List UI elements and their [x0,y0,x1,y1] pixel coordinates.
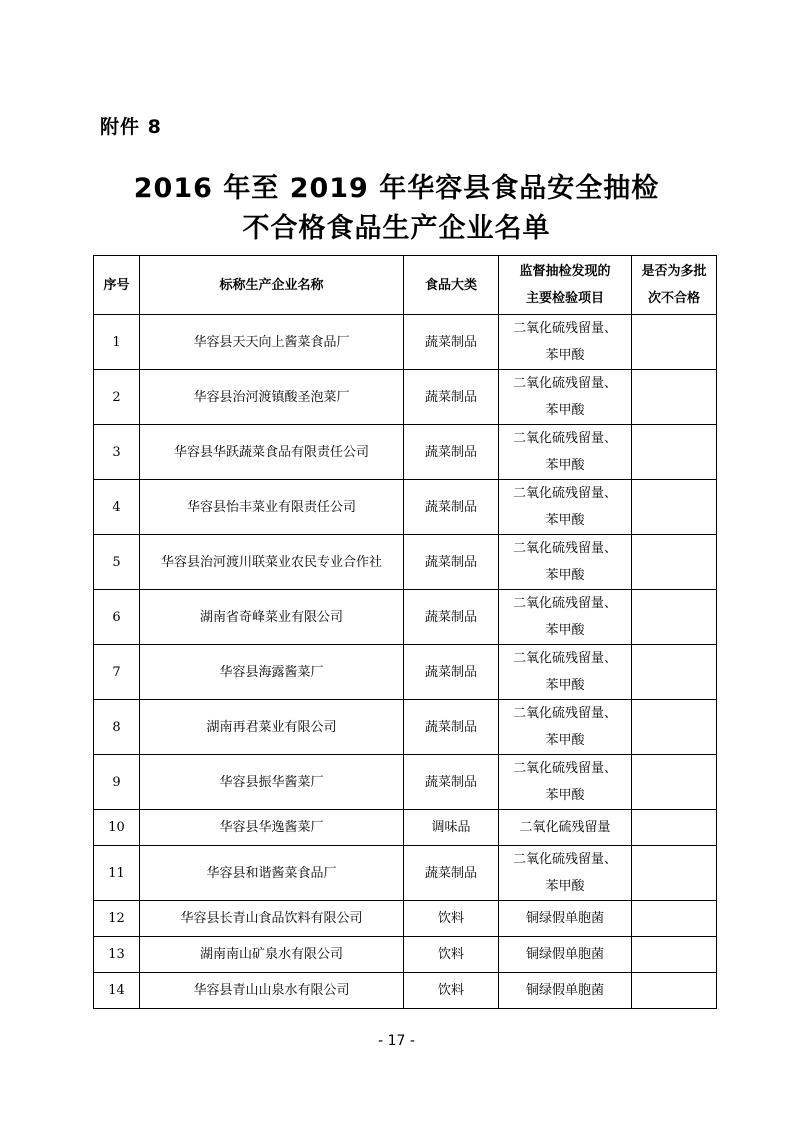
table-row [94,700,717,755]
row-seq: 2 [94,370,140,425]
row-items [499,700,632,755]
header-items-line2: 主要检验项目 [525,291,604,306]
row-items-line1: 二氧化硫残留量、 [512,852,617,867]
header-seq: 序号 [94,256,140,315]
row-seq: 6 [94,590,140,645]
row-seq: 14 [94,973,140,1009]
row-items [499,937,632,973]
row-multi [632,700,717,755]
row-items-line1: 铜绿假单胞菌 [525,911,604,926]
row-category: 调味品 [404,810,499,846]
row-company: 华容县振华酱菜厂 [140,755,404,810]
row-items-line2: 苯甲酸 [545,458,585,473]
header-company: 标称生产企业名称 [140,256,404,315]
row-seq: 5 [94,535,140,590]
page-title-line-2: 不合格食品生产企业名单 [242,213,551,244]
row-seq: 10 [94,810,140,846]
row-items-line2: 苯甲酸 [545,788,585,803]
row-company: 华容县华跃蔬菜食品有限责任公司 [140,425,404,480]
table-row [94,590,717,645]
table-row [94,846,717,901]
row-multi [632,973,717,1009]
table-row [94,370,717,425]
row-items [499,846,632,901]
row-category: 蔬菜制品 [404,590,499,645]
row-company: 华容县青山山泉水有限公司 [140,973,404,1009]
row-multi [632,315,717,370]
row-items [499,755,632,810]
row-items-line1: 铜绿假单胞菌 [525,983,604,998]
table-header-row [94,256,717,315]
header-multi-line2: 次不合格 [647,291,700,306]
row-category: 蔬菜制品 [404,846,499,901]
row-items [499,370,632,425]
row-items-line2: 苯甲酸 [545,568,585,583]
row-company: 湖南省奇峰菜业有限公司 [140,590,404,645]
row-seq: 7 [94,645,140,700]
row-seq: 9 [94,755,140,810]
row-items [499,901,632,937]
table-row [94,480,717,535]
row-company: 华容县怡丰菜业有限责任公司 [140,480,404,535]
row-items-line1: 二氧化硫残留量、 [512,651,617,666]
table-row [94,810,717,846]
row-items-line2: 苯甲酸 [545,403,585,418]
row-items [499,315,632,370]
row-multi [632,370,717,425]
header-category: 食品大类 [404,256,499,315]
row-company: 华容县华逸酱菜厂 [140,810,404,846]
row-items [499,810,632,846]
row-items-line2: 苯甲酸 [545,623,585,638]
row-items-line1: 二氧化硫残留量、 [512,706,617,721]
row-items-line2: 苯甲酸 [545,513,585,528]
table-row [94,937,717,973]
row-items [499,425,632,480]
row-items-line1: 二氧化硫残留量、 [512,431,617,446]
page-title-line-1: 2016 年至 2019 年华容县食品安全抽检 [133,173,660,204]
row-items-line1: 铜绿假单胞菌 [525,947,604,962]
row-multi [632,645,717,700]
row-multi [632,480,717,535]
row-category: 饮料 [404,973,499,1009]
row-multi [632,590,717,645]
row-company: 华容县天天向上酱菜食品厂 [140,315,404,370]
row-multi [632,535,717,590]
table-row [94,425,717,480]
header-multi-line1: 是否为多批 [641,264,707,279]
row-items-line2: 苯甲酸 [545,879,585,894]
row-multi [632,425,717,480]
row-company: 华容县长青山食品饮料有限公司 [140,901,404,937]
row-category: 蔬菜制品 [404,700,499,755]
row-category: 饮料 [404,937,499,973]
row-items [499,480,632,535]
row-company: 华容县海露酱菜厂 [140,645,404,700]
attachment-label: 附件 8 [100,116,162,138]
row-category: 蔬菜制品 [404,425,499,480]
row-seq: 12 [94,901,140,937]
row-items-line1: 二氧化硫残留量、 [512,596,617,611]
header-items [499,256,632,315]
enterprise-table [93,255,717,1009]
row-company: 华容县和谐酱菜食品厂 [140,846,404,901]
row-category: 蔬菜制品 [404,480,499,535]
row-items-line1: 二氧化硫残留量、 [512,761,617,776]
row-company: 湖南再君菜业有限公司 [140,700,404,755]
row-items-line1: 二氧化硫残留量、 [512,486,617,501]
row-seq: 3 [94,425,140,480]
row-category: 蔬菜制品 [404,535,499,590]
row-items [499,590,632,645]
row-seq: 4 [94,480,140,535]
row-category: 蔬菜制品 [404,315,499,370]
table-row [94,645,717,700]
row-items [499,535,632,590]
row-category: 蔬菜制品 [404,645,499,700]
header-items-line1: 监督抽检发现的 [519,264,611,279]
row-items-line2: 苯甲酸 [545,348,585,363]
row-company: 湖南南山矿泉水有限公司 [140,937,404,973]
row-items-line1: 二氧化硫残留量、 [512,376,617,391]
row-items [499,645,632,700]
row-items-line1: 二氧化硫残留量、 [512,321,617,336]
table-row [94,535,717,590]
row-multi [632,755,717,810]
row-items-line1: 二氧化硫残留量 [519,820,611,835]
row-seq: 8 [94,700,140,755]
row-seq: 1 [94,315,140,370]
page-number: - 17 - [378,1033,415,1049]
row-items-line2: 苯甲酸 [545,733,585,748]
row-category: 饮料 [404,901,499,937]
row-category: 蔬菜制品 [404,370,499,425]
row-items-line2: 苯甲酸 [545,678,585,693]
row-multi [632,901,717,937]
row-category: 蔬菜制品 [404,755,499,810]
table-row [94,973,717,1009]
row-items-line1: 二氧化硫残留量、 [512,541,617,556]
row-multi [632,937,717,973]
row-seq: 11 [94,846,140,901]
row-items [499,973,632,1009]
table-row [94,901,717,937]
row-company: 华容县治河渡川联菜业农民专业合作社 [140,535,404,590]
table-row [94,315,717,370]
header-multi [632,256,717,315]
row-multi [632,810,717,846]
row-multi [632,846,717,901]
row-seq: 13 [94,937,140,973]
table-row [94,755,717,810]
row-company: 华容县治河渡镇酸圣泡菜厂 [140,370,404,425]
